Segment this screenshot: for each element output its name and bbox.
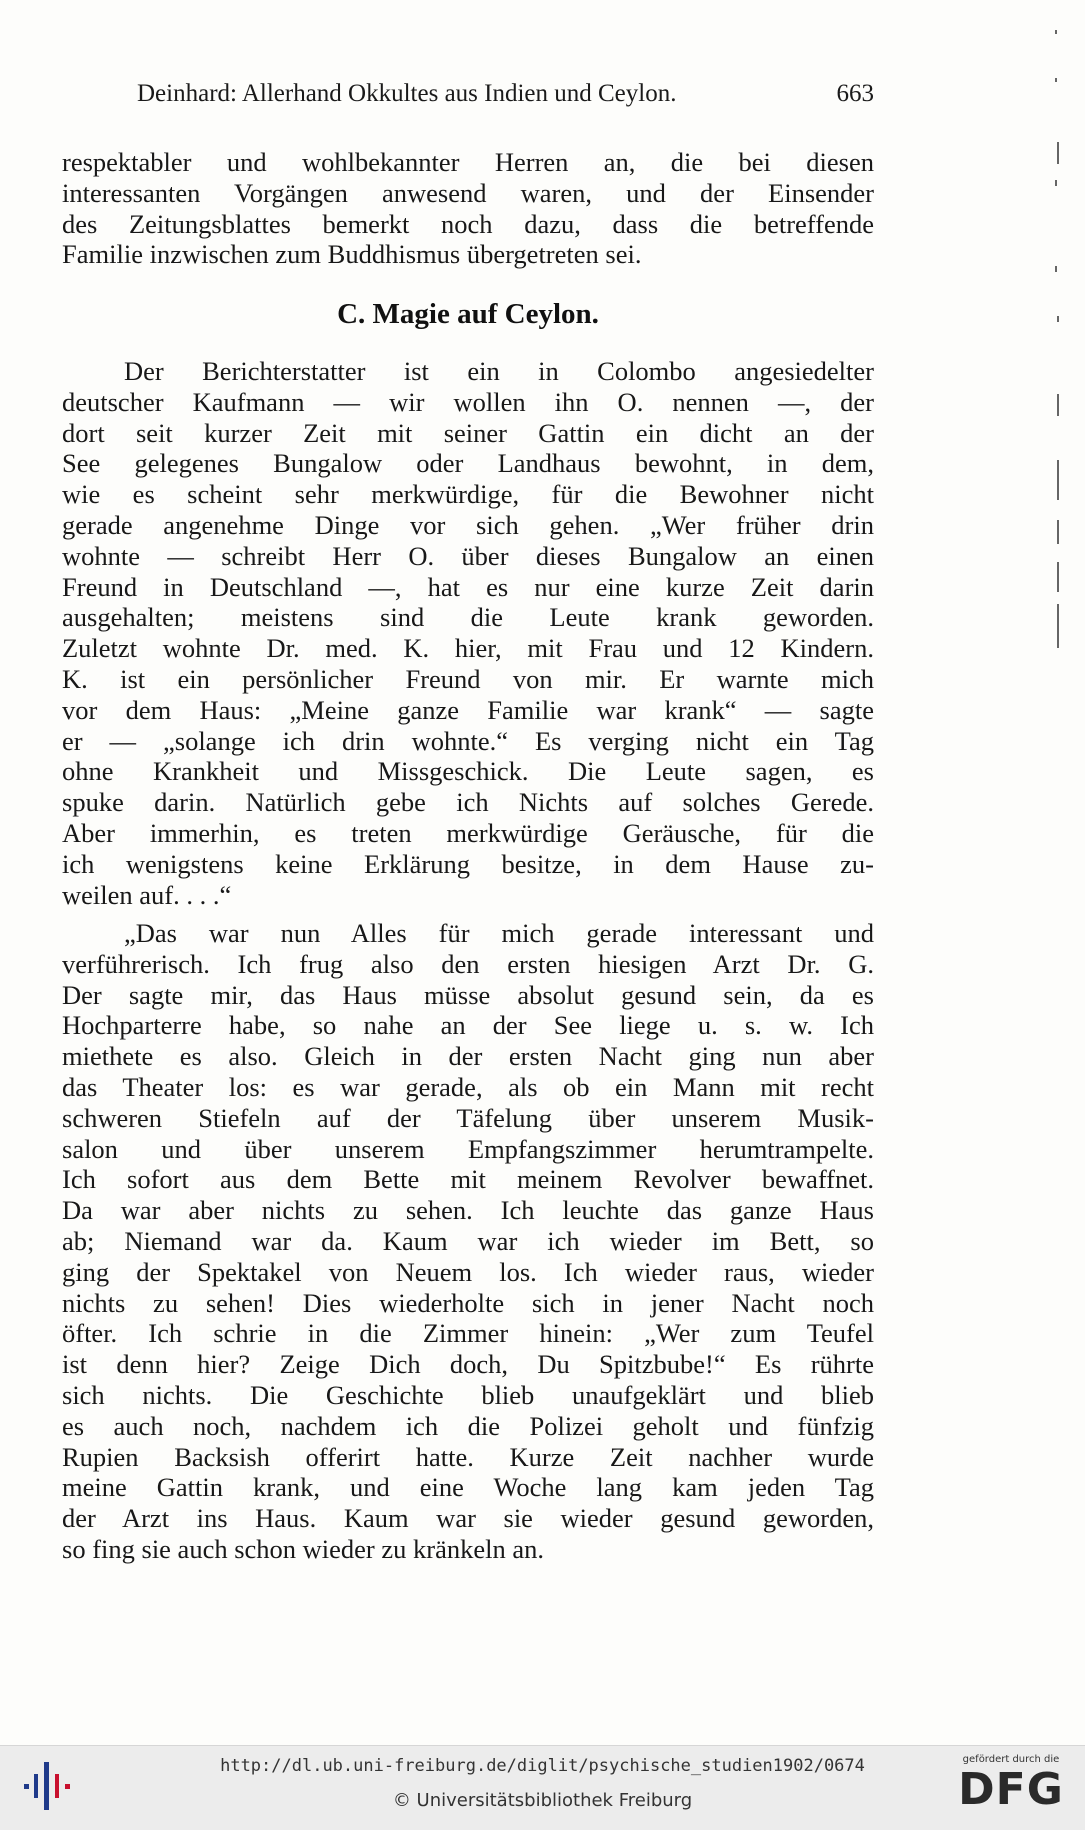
text-line: Der Berichterstatter ist ein in Colombo angesiedelter: [124, 356, 874, 386]
text-line: salon und über unserem Empfangszimmer herumtrampelte.: [62, 1133, 874, 1164]
viewer-footer: [0, 1745, 1085, 1830]
page-number: 663: [836, 80, 874, 107]
text-line: gerade angenehme Dinge vor sich gehen. „Wer früher drin: [62, 509, 874, 540]
text-line: öfter. Ich schrie in die Zimmer hinein: „Wer zum Teufel: [62, 1318, 874, 1349]
text-line: Der sagte mir, das Haus müsse absolut gesund sein, da es: [62, 979, 874, 1010]
text-line: verführerisch. Ich frug also den ersten hiesigen Arzt Dr. G.: [62, 948, 874, 979]
text-line: er — „solange ich drin wohnte.“ Es verging nicht ein Tag: [62, 725, 874, 756]
text-line: ich wenigstens keine Erklärung besitze, in dem Hause zu-: [62, 848, 874, 879]
text-line: so fing sie auch schon wieder zu kränkeln an.: [62, 1533, 544, 1564]
text-line: der Arzt ins Haus. Kaum war sie wieder gesund geworden,: [62, 1503, 874, 1534]
text-line: es auch noch, nachdem ich die Polizei geholt und fünfzig: [62, 1410, 874, 1441]
text-line: sich nichts. Die Geschichte blieb unaufgeklärt und blieb: [62, 1379, 874, 1410]
permalink-url[interactable]: http://dl.ub.uni-freiburg.de/diglit/psychische_studien1902/0674: [220, 1756, 865, 1776]
text-line: ging der Spektakel von Neuem los. Ich wieder raus, wieder: [62, 1256, 874, 1287]
text-line: Freund in Deutschland —, hat es nur eine kurze Zeit darin: [62, 571, 874, 602]
text-line: dort seit kurzer Zeit mit seiner Gattin ein dicht an der: [62, 417, 874, 448]
text-line: Hochparterre habe, so nahe an der See liege u. s. w. Ich: [62, 1010, 874, 1041]
text-line: Da war aber nichts zu sehen. Ich leuchte das ganze Haus: [62, 1195, 874, 1226]
text-line: wie es scheint sehr merkwürdige, für die Bewohner nicht: [62, 479, 874, 510]
text-line: vor dem Haus: „Meine ganze Familie war krank“ — sagte: [62, 694, 874, 725]
text-line: des Zeitungsblattes bemerkt noch dazu, dass die betreffende: [62, 208, 874, 239]
text-line: miethete es also. Gleich in der ersten Nacht ging nun aber: [62, 1041, 874, 1072]
text-line: Zuletzt wohnte Dr. med. K. hier, mit Frau und 12 Kindern.: [62, 633, 874, 664]
text-line: ausgehalten; meistens sind die Leute krank geworden.: [62, 602, 874, 633]
text-line: nichts zu sehen! Dies wiederholte sich in jener Nacht noch: [62, 1287, 874, 1318]
text-line: ist denn hier? Zeige Dich doch, Du Spitzbube!“ Es rührte: [62, 1349, 874, 1380]
text-line: interessanten Vorgängen anwesend waren, und der Einsender: [62, 177, 874, 208]
text-line: ab; Niemand war da. Kaum war ich wieder im Bett, so: [62, 1225, 874, 1256]
text-line: Rupien Backsish offerirt hatte. Kurze Zeit nachher wurde: [62, 1441, 874, 1472]
paragraph-2: [62, 356, 874, 910]
text-line: K. ist ein persönlicher Freund von mir. Er warnte mich: [62, 663, 874, 694]
text-line: schweren Stiefeln auf der Täfelung über unserem Musik-: [62, 1102, 874, 1133]
text-line: weilen auf. . . .“: [62, 879, 232, 910]
text-line: Ich sofort aus dem Bette mit meinem Revolver bewaffnet.: [62, 1164, 874, 1195]
margin-scan-marks: [1025, 0, 1085, 1745]
text-line: respektabler und wohlbekannter Herren an, die bei diesen: [62, 147, 874, 177]
text-line: ohne Krankheit und Missgeschick. Die Leute sagen, es: [62, 756, 874, 787]
section-heading: C. Magie auf Ceylon.: [337, 298, 599, 330]
copyright-notice: © Universitätsbibliothek Freiburg: [392, 1790, 693, 1811]
text-line: Aber immerhin, es treten merkwürdige Geräusche, für die: [62, 817, 874, 848]
text-line: meine Gattin krank, und eine Woche lang kam jeden Tag: [62, 1472, 874, 1503]
paragraph-1: [62, 147, 874, 270]
dfg-wordmark: DFG: [958, 1764, 1064, 1815]
text-line: See gelegenes Bungalow oder Landhaus bewohnt, in dem,: [62, 448, 874, 479]
text-line: Familie inzwischen zum Buddhismus übergetreten sei.: [62, 239, 642, 270]
dfg-caption: gefördert durch die: [962, 1754, 1060, 1765]
dfg-logo: [951, 1754, 1071, 1824]
text-line: deutscher Kaufmann — wir wollen ihn O. nennen —, der: [62, 386, 874, 417]
text-line: spuke darin. Natürlich gebe ich Nichts auf solches Gerede.: [62, 787, 874, 818]
paragraph-3: [62, 918, 874, 1565]
text-line: wohnte — schreibt Herr O. über dieses Bungalow an einen: [62, 540, 874, 571]
text-line: das Theater los: es war gerade, als ob ein Mann mit recht: [62, 1071, 874, 1102]
running-head-title: Deinhard: Allerhand Okkultes aus Indien und Ceylon.: [137, 80, 677, 107]
text-line: „Das war nun Alles für mich gerade interessant und: [124, 918, 874, 948]
